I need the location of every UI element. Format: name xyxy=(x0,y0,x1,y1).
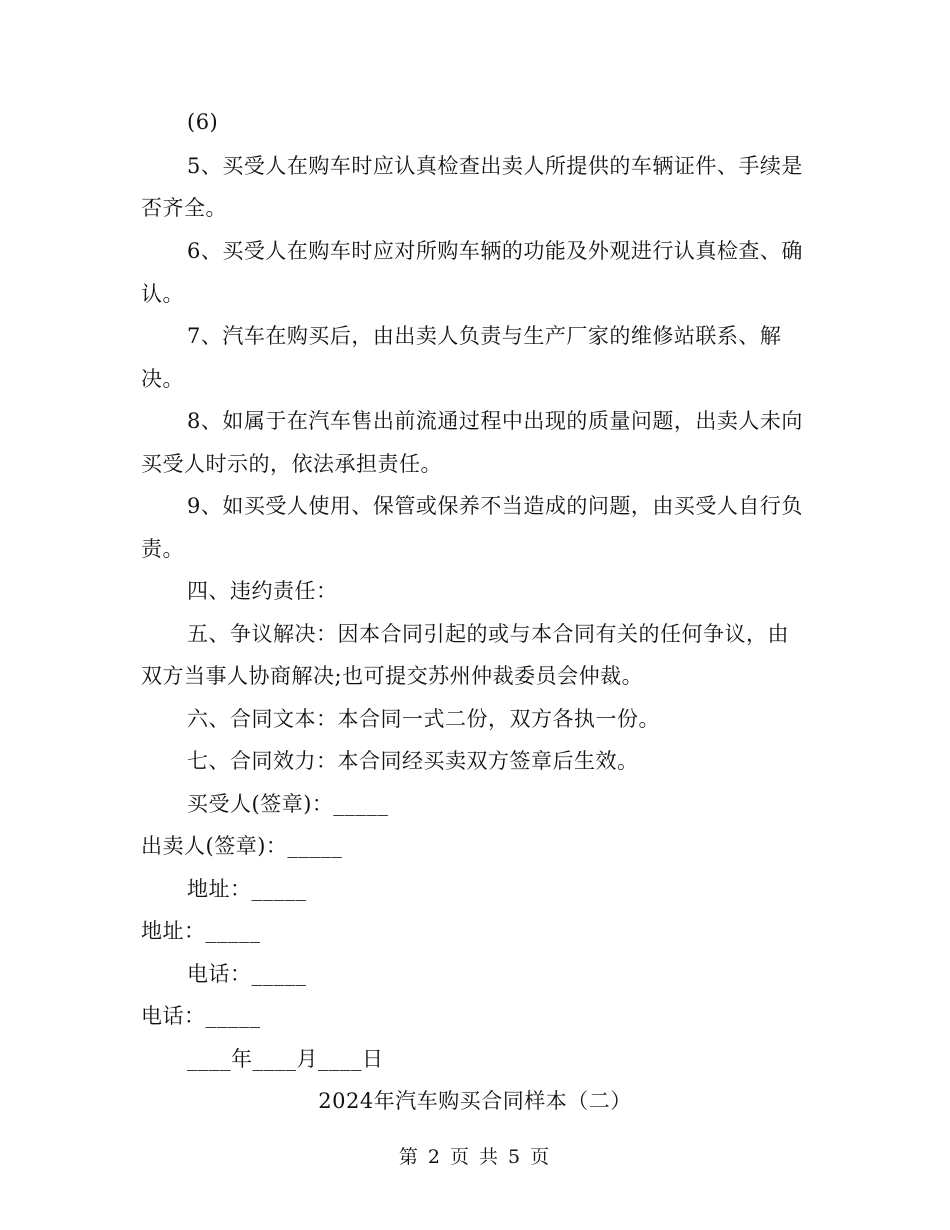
clause-6-line-2: 认。 xyxy=(141,282,184,306)
section-dispute-line-1: 五、争议解决：因本合同引起的或与本合同有关的任何争议，由 xyxy=(187,622,789,646)
section-title: 2024年汽车购买合同样本（二） xyxy=(318,1089,632,1113)
buyer-phone-line: 电话：_____ xyxy=(187,962,307,986)
seller-phone-line: 电话：_____ xyxy=(141,1004,261,1028)
clause-8-line-1: 8、如属于在汽车售出前流通过程中出现的质量问题，出卖人未向 xyxy=(187,409,803,433)
clause-5-line-1: 5、买受人在购车时应认真检查出卖人所提供的车辆证件、手续是 xyxy=(187,154,803,178)
section-dispute-line-2: 双方当事人协商解决;也可提交苏州仲裁委员会仲裁。 xyxy=(141,664,644,688)
clause-7-line-1: 7、汽车在购买后，由出卖人负责与生产厂家的维修站联系、解 xyxy=(187,324,782,348)
buyer-signature-line: 买受人(签章)：_____ xyxy=(187,792,389,816)
section-breach-heading: 四、违约责任： xyxy=(187,579,338,603)
buyer-address-line: 地址：_____ xyxy=(187,877,307,901)
clause-6-line-1: 6、买受人在购车时应对所购车辆的功能及外观进行认真检查、确 xyxy=(187,239,803,263)
date-line: ____年____月____日 xyxy=(187,1047,384,1071)
seller-signature-line: 出卖人(签章)：_____ xyxy=(141,834,343,858)
clause-9-line-1: 9、如买受人使用、保管或保养不当造成的问题，由买受人自行负 xyxy=(187,494,803,518)
seller-address-line: 地址：_____ xyxy=(141,919,261,943)
list-marker-6: (6) xyxy=(187,110,219,134)
section-contract-copies: 六、合同文本：本合同一式二份，双方各执一份。 xyxy=(187,707,660,731)
clause-5-line-2: 否齐全。 xyxy=(141,196,227,220)
clause-8-line-2: 买受人时示的，依法承担责任。 xyxy=(141,452,442,476)
page-number-footer: 第 2 页 共 5 页 xyxy=(398,1146,552,1168)
clause-9-line-2: 责。 xyxy=(141,537,184,561)
section-contract-validity: 七、合同效力：本合同经买卖双方签章后生效。 xyxy=(187,749,639,773)
clause-7-line-2: 决。 xyxy=(141,367,184,391)
